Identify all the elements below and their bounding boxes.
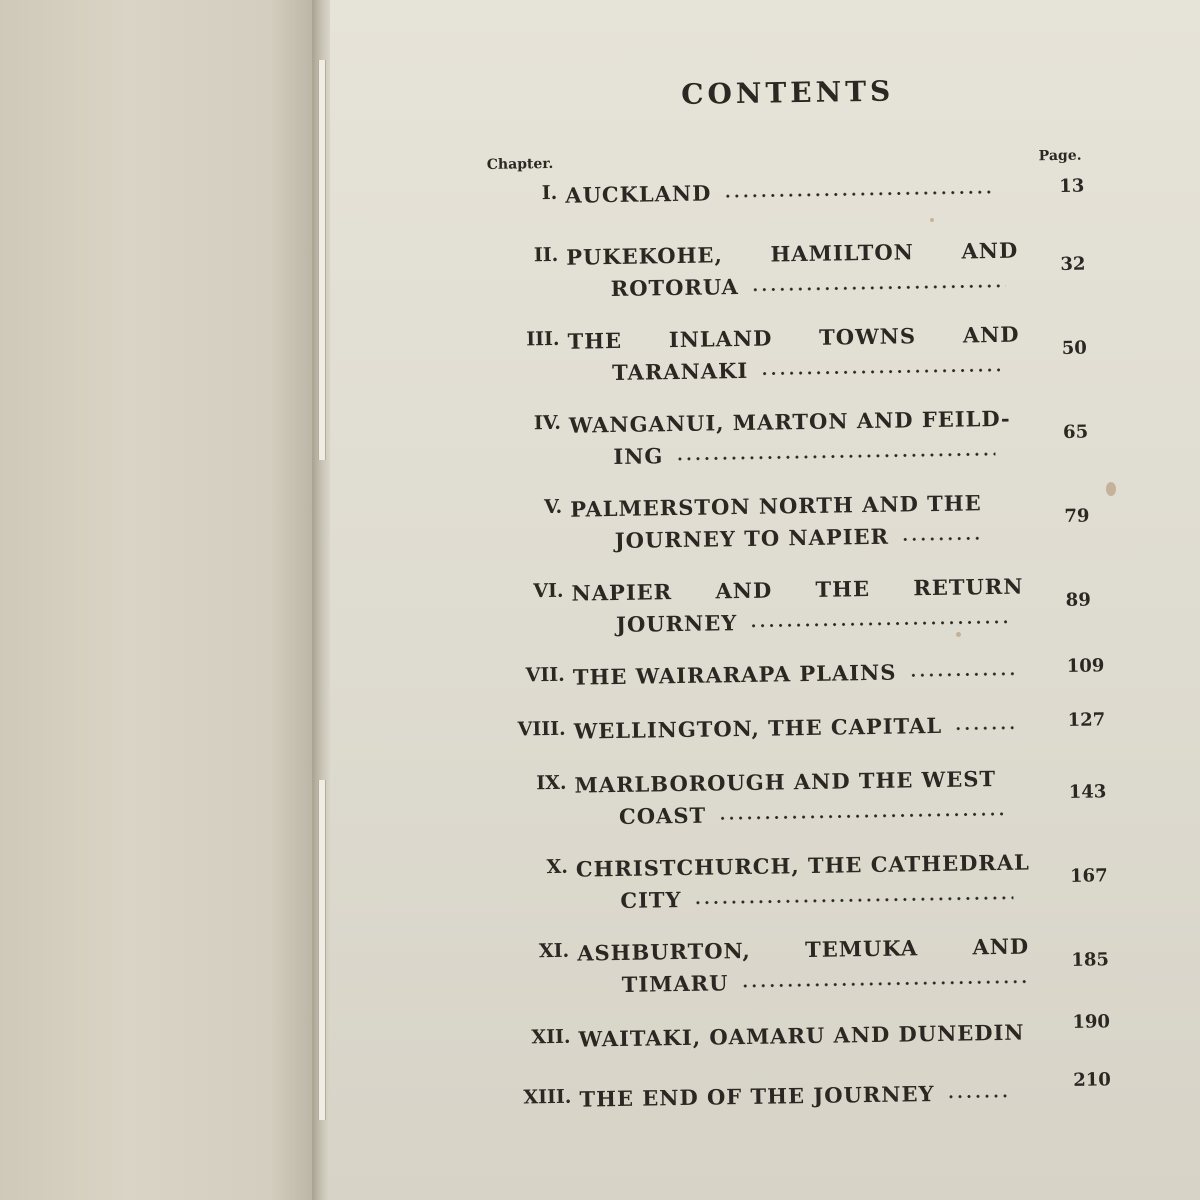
chapter-numeral: I. xyxy=(541,181,558,205)
leader-dots xyxy=(740,980,1029,989)
leader-dots xyxy=(718,812,1008,821)
leader-dots xyxy=(908,672,1018,678)
toc-entry xyxy=(481,319,1121,385)
leader-dots xyxy=(751,284,1006,292)
page-number: 65 xyxy=(1062,421,1089,443)
page-number: 79 xyxy=(1064,505,1090,527)
toc-entry xyxy=(479,173,1119,208)
leader-dots xyxy=(723,190,993,198)
chapter-title: CHRISTCHURCH, THE CATHEDRAL xyxy=(575,849,1030,882)
word: AND xyxy=(961,237,1019,264)
chapter-numeral: II. xyxy=(533,243,559,267)
chapter-title-line xyxy=(578,1018,1048,1051)
leader-dots xyxy=(694,896,1014,905)
page-number: 143 xyxy=(1068,781,1107,803)
toc-entry xyxy=(488,763,1128,829)
contents-heading: CONTENTS xyxy=(680,74,895,111)
chapter-title-cont: JOURNEY xyxy=(615,609,738,637)
chapter-title-line xyxy=(571,573,1023,606)
chapter-numeral: IX. xyxy=(536,771,567,795)
chapter-title-line xyxy=(611,269,1019,301)
chapter-title-cont: TIMARU xyxy=(621,969,729,997)
chapter-title-cont: JOURNEY TO NAPIER xyxy=(614,523,890,553)
chapter-title-line xyxy=(565,175,1017,208)
chapter-title-line xyxy=(621,965,1029,997)
chapter-title-cont: COAST xyxy=(618,802,707,829)
chapter-title: WAITAKI, OAMARU AND DUNEDIN xyxy=(578,1019,1025,1052)
word: TOWNS xyxy=(818,322,917,350)
chapter-column-label: Chapter. xyxy=(486,155,554,173)
toc-entry xyxy=(492,1011,1132,1052)
page-number: 167 xyxy=(1069,865,1108,887)
word: AND xyxy=(715,577,773,603)
toc-entry xyxy=(493,1069,1133,1112)
toc-entry xyxy=(484,487,1124,553)
page-number: 50 xyxy=(1061,337,1087,359)
toc-entry xyxy=(480,235,1120,301)
chapter-title-line xyxy=(619,797,1027,829)
chapter-title-line xyxy=(620,881,1028,913)
word: THE xyxy=(567,327,623,354)
chapter-title-line xyxy=(569,404,1029,437)
word: AND xyxy=(972,933,1030,959)
chapter-title-line xyxy=(579,1079,1031,1112)
toc-entry xyxy=(490,847,1130,913)
page-number: 109 xyxy=(1066,655,1105,677)
word: THE xyxy=(815,575,871,602)
leader-dots xyxy=(760,368,1000,376)
word: PUKEKOHE, xyxy=(566,241,723,270)
word: NAPIER xyxy=(571,578,673,606)
chapter-numeral: XII. xyxy=(531,1025,571,1049)
left-page xyxy=(0,0,318,1200)
chapter-title-cont: TARANAKI xyxy=(611,357,749,385)
leader-dots xyxy=(749,620,1009,628)
chapter-title-line xyxy=(570,488,1030,521)
chapter-title-cont: CITY xyxy=(620,886,682,913)
chapter-numeral: III. xyxy=(526,327,560,351)
word: ASHBURTON, xyxy=(577,937,751,966)
toc-entry xyxy=(485,571,1125,637)
chapter-title-line xyxy=(574,711,1026,744)
leader-dots xyxy=(946,1094,1012,1099)
chapter-numeral: VIII. xyxy=(517,717,566,741)
chapter-title-cont: ROTORUA xyxy=(610,273,740,301)
page-number: 127 xyxy=(1067,709,1106,731)
toc-entry xyxy=(483,403,1123,469)
chapter-numeral: V. xyxy=(543,495,563,519)
chapter-title: THE END OF THE JOURNEY xyxy=(579,1080,935,1112)
chapter-title-line xyxy=(566,237,1018,270)
chapter-numeral: VI. xyxy=(533,579,564,603)
leader-dots xyxy=(901,536,981,541)
binding-stitch-lower xyxy=(318,780,326,1120)
word: AND xyxy=(962,321,1020,348)
page-number: 32 xyxy=(1060,253,1086,275)
page-number: 185 xyxy=(1071,949,1110,971)
chapter-numeral: X. xyxy=(546,855,569,879)
toc-entry xyxy=(487,655,1127,690)
chapter-title-cont: ING xyxy=(613,442,664,469)
toc-entry xyxy=(488,709,1128,744)
chapter-numeral: IV. xyxy=(533,411,562,435)
chapter-title-line xyxy=(574,764,1034,797)
word: HAMILTON xyxy=(770,238,915,267)
word: RETURN xyxy=(913,573,1024,600)
chapter-title: WANGANUI, MARTON AND FEILD- xyxy=(568,405,1011,438)
leader-dots xyxy=(954,726,1014,731)
chapter-title-line xyxy=(576,848,1046,881)
page-column-label: Page. xyxy=(1038,147,1082,165)
word: INLAND xyxy=(668,324,773,352)
page-number: 190 xyxy=(1072,1011,1111,1033)
chapter-title-line xyxy=(573,657,1025,690)
chapter-title-line xyxy=(615,521,1023,553)
word: TEMUKA xyxy=(804,934,919,962)
chapter-title-line xyxy=(613,437,1021,469)
chapter-title: THE WAIRARAPA PLAINS xyxy=(572,659,897,690)
page-number: 13 xyxy=(1059,175,1085,197)
page-number: 89 xyxy=(1065,589,1091,611)
chapter-title: PALMERSTON NORTH AND THE xyxy=(570,489,982,522)
chapter-numeral: XI. xyxy=(538,939,570,963)
leader-dots xyxy=(675,452,995,461)
chapter-title-line xyxy=(567,321,1019,354)
chapter-title-line xyxy=(577,933,1029,966)
binding-stitch-upper xyxy=(318,60,326,460)
chapter-title-line xyxy=(612,353,1020,385)
chapter-numeral: XIII. xyxy=(523,1085,572,1109)
chapter-title-line xyxy=(616,605,1024,637)
chapter-title: MARLBOROUGH AND THE WEST xyxy=(574,765,997,798)
toc-entry xyxy=(491,931,1131,997)
chapter-title: AUCKLAND xyxy=(565,179,712,208)
chapter-title: WELLINGTON, THE CAPITAL xyxy=(573,712,943,744)
table-of-contents xyxy=(477,65,1134,1175)
page-number: 210 xyxy=(1073,1069,1112,1091)
chapter-numeral: VII. xyxy=(525,663,566,687)
